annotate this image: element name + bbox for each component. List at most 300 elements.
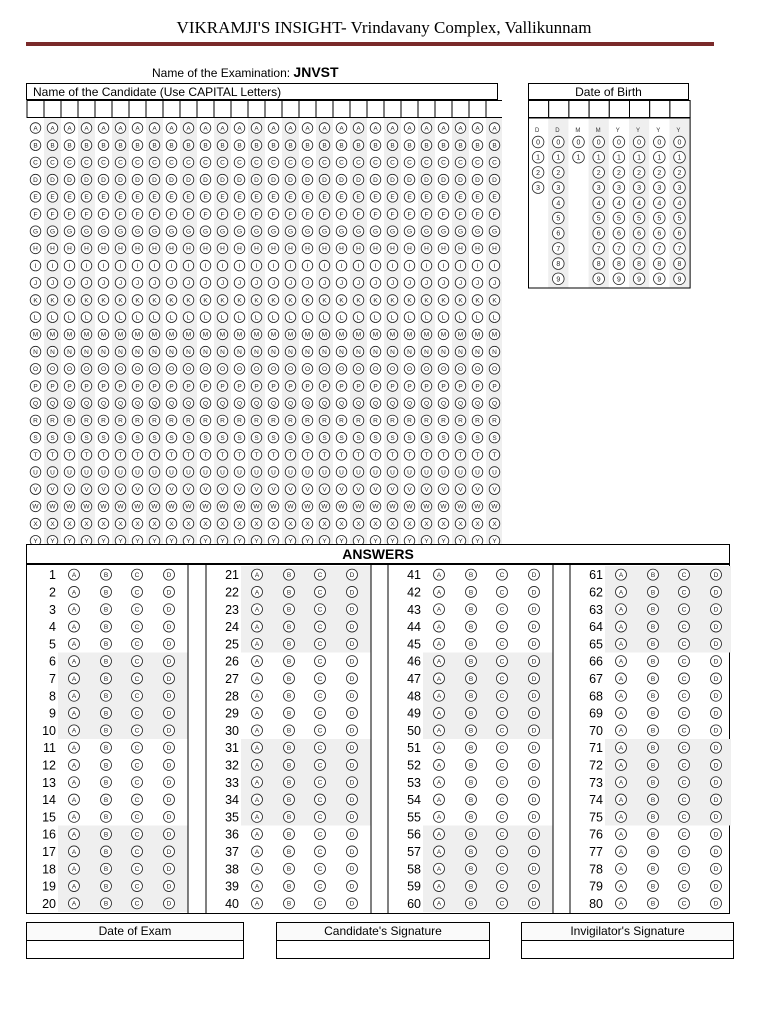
name-bubble-w[interactable]: [319, 501, 330, 512]
answer-bubble-c[interactable]: [679, 846, 690, 857]
answer-bubble-d[interactable]: [529, 829, 540, 840]
answer-bubble-a[interactable]: [434, 673, 445, 684]
name-bubble-o[interactable]: [455, 364, 466, 375]
name-bubble-x[interactable]: [455, 518, 466, 529]
name-bubble-p[interactable]: [98, 381, 109, 392]
name-bubble-h[interactable]: [438, 243, 449, 254]
answer-bubble-d[interactable]: [529, 777, 540, 788]
name-bubble-u[interactable]: [455, 467, 466, 478]
name-bubble-b[interactable]: [370, 140, 381, 151]
name-bubble-p[interactable]: [353, 381, 364, 392]
name-bubble-w[interactable]: [285, 501, 296, 512]
answer-bubble-d[interactable]: [711, 725, 722, 736]
name-bubble-g[interactable]: [353, 226, 364, 237]
name-bubble-x[interactable]: [183, 518, 194, 529]
name-bubble-p[interactable]: [455, 381, 466, 392]
answer-bubble-d[interactable]: [529, 621, 540, 632]
name-bubble-j[interactable]: [166, 278, 177, 289]
answer-bubble-c[interactable]: [497, 569, 508, 580]
name-bubble-y[interactable]: [285, 536, 296, 545]
dob-bubble-3[interactable]: [633, 182, 645, 194]
name-bubble-b[interactable]: [217, 140, 228, 151]
answer-bubble-c[interactable]: [679, 863, 690, 874]
name-bubble-e[interactable]: [132, 192, 143, 203]
name-bubble-a[interactable]: [387, 123, 398, 134]
name-bubble-p[interactable]: [149, 381, 160, 392]
name-bubble-s[interactable]: [200, 432, 211, 443]
name-bubble-a[interactable]: [268, 123, 279, 134]
name-bubble-x[interactable]: [336, 518, 347, 529]
name-bubble-l[interactable]: [268, 312, 279, 323]
name-bubble-p[interactable]: [285, 381, 296, 392]
dob-digit-box[interactable]: [609, 101, 629, 118]
name-bubble-u[interactable]: [217, 467, 228, 478]
name-bubble-i[interactable]: [472, 260, 483, 271]
name-bubble-u[interactable]: [438, 467, 449, 478]
name-bubble-k[interactable]: [285, 295, 296, 306]
name-bubble-h[interactable]: [64, 243, 75, 254]
name-bubble-i[interactable]: [149, 260, 160, 271]
answer-bubble-a[interactable]: [616, 829, 627, 840]
name-bubble-y[interactable]: [47, 536, 58, 545]
name-bubble-g[interactable]: [183, 226, 194, 237]
name-bubble-b[interactable]: [455, 140, 466, 151]
name-bubble-r[interactable]: [98, 415, 109, 426]
answer-bubble-b[interactable]: [284, 604, 295, 615]
name-bubble-g[interactable]: [64, 226, 75, 237]
answer-bubble-b[interactable]: [284, 742, 295, 753]
answer-bubble-b[interactable]: [284, 586, 295, 597]
name-bubble-m[interactable]: [370, 329, 381, 340]
name-bubble-t[interactable]: [421, 450, 432, 461]
name-bubble-s[interactable]: [387, 432, 398, 443]
name-bubble-m[interactable]: [421, 329, 432, 340]
name-bubble-u[interactable]: [200, 467, 211, 478]
answer-bubble-b[interactable]: [466, 604, 477, 615]
name-bubble-i[interactable]: [455, 260, 466, 271]
answer-bubble-a[interactable]: [434, 881, 445, 892]
name-bubble-y[interactable]: [472, 536, 483, 545]
name-bubble-l[interactable]: [285, 312, 296, 323]
name-bubble-h[interactable]: [81, 243, 92, 254]
name-bubble-r[interactable]: [166, 415, 177, 426]
name-letter-box[interactable]: [469, 101, 486, 118]
dob-bubble-0[interactable]: [593, 136, 605, 148]
dob-bubble-4[interactable]: [674, 197, 686, 209]
name-bubble-y[interactable]: [421, 536, 432, 545]
name-bubble-e[interactable]: [302, 192, 313, 203]
name-bubble-e[interactable]: [166, 192, 177, 203]
name-bubble-f[interactable]: [234, 209, 245, 220]
answer-bubble-a[interactable]: [616, 863, 627, 874]
name-bubble-d[interactable]: [302, 174, 313, 185]
name-bubble-r[interactable]: [47, 415, 58, 426]
name-bubble-p[interactable]: [166, 381, 177, 392]
name-bubble-c[interactable]: [455, 157, 466, 168]
answer-bubble-d[interactable]: [711, 777, 722, 788]
answer-bubble-a[interactable]: [434, 604, 445, 615]
dob-bubble-8[interactable]: [613, 258, 625, 270]
name-bubble-m[interactable]: [30, 329, 41, 340]
name-bubble-j[interactable]: [64, 278, 75, 289]
answer-bubble-d[interactable]: [711, 811, 722, 822]
answer-bubble-b[interactable]: [648, 604, 659, 615]
dob-bubble-7[interactable]: [553, 243, 565, 255]
name-bubble-r[interactable]: [302, 415, 313, 426]
name-bubble-q[interactable]: [81, 398, 92, 409]
name-bubble-t[interactable]: [30, 450, 41, 461]
name-bubble-t[interactable]: [387, 450, 398, 461]
answer-bubble-c[interactable]: [132, 759, 143, 770]
answer-bubble-c[interactable]: [497, 759, 508, 770]
answer-bubble-d[interactable]: [711, 846, 722, 857]
name-letter-box[interactable]: [316, 101, 333, 118]
answer-bubble-a[interactable]: [252, 898, 263, 909]
name-bubble-h[interactable]: [319, 243, 330, 254]
name-bubble-m[interactable]: [47, 329, 58, 340]
name-bubble-d[interactable]: [98, 174, 109, 185]
name-bubble-l[interactable]: [47, 312, 58, 323]
name-bubble-e[interactable]: [183, 192, 194, 203]
dob-bubble-5[interactable]: [613, 212, 625, 224]
name-bubble-s[interactable]: [217, 432, 228, 443]
answer-bubble-d[interactable]: [711, 604, 722, 615]
answer-bubble-c[interactable]: [132, 811, 143, 822]
name-bubble-s[interactable]: [336, 432, 347, 443]
name-bubble-n[interactable]: [285, 346, 296, 357]
name-bubble-d[interactable]: [455, 174, 466, 185]
name-bubble-l[interactable]: [489, 312, 500, 323]
dob-bubble-7[interactable]: [654, 243, 666, 255]
name-bubble-w[interactable]: [149, 501, 160, 512]
answer-bubble-c[interactable]: [132, 656, 143, 667]
answer-bubble-b[interactable]: [648, 759, 659, 770]
name-bubble-n[interactable]: [251, 346, 262, 357]
name-bubble-n[interactable]: [30, 346, 41, 357]
answer-bubble-d[interactable]: [711, 881, 722, 892]
answer-bubble-a[interactable]: [69, 621, 80, 632]
name-bubble-g[interactable]: [438, 226, 449, 237]
name-bubble-m[interactable]: [302, 329, 313, 340]
name-bubble-i[interactable]: [47, 260, 58, 271]
answer-bubble-a[interactable]: [252, 829, 263, 840]
name-bubble-x[interactable]: [268, 518, 279, 529]
name-bubble-v[interactable]: [166, 484, 177, 495]
answer-bubble-a[interactable]: [69, 863, 80, 874]
name-bubble-r[interactable]: [404, 415, 415, 426]
name-bubble-a[interactable]: [30, 123, 41, 134]
answer-bubble-d[interactable]: [164, 846, 175, 857]
name-bubble-b[interactable]: [30, 140, 41, 151]
name-bubble-q[interactable]: [370, 398, 381, 409]
name-bubble-d[interactable]: [149, 174, 160, 185]
name-bubble-i[interactable]: [200, 260, 211, 271]
answer-bubble-d[interactable]: [164, 829, 175, 840]
name-bubble-x[interactable]: [489, 518, 500, 529]
name-bubble-j[interactable]: [132, 278, 143, 289]
name-bubble-c[interactable]: [217, 157, 228, 168]
name-bubble-f[interactable]: [489, 209, 500, 220]
answer-bubble-a[interactable]: [434, 811, 445, 822]
name-bubble-g[interactable]: [404, 226, 415, 237]
answer-bubble-d[interactable]: [711, 673, 722, 684]
answer-bubble-c[interactable]: [497, 604, 508, 615]
name-bubble-i[interactable]: [115, 260, 126, 271]
name-bubble-a[interactable]: [217, 123, 228, 134]
name-bubble-w[interactable]: [387, 501, 398, 512]
name-bubble-j[interactable]: [149, 278, 160, 289]
name-bubble-e[interactable]: [370, 192, 381, 203]
name-bubble-j[interactable]: [285, 278, 296, 289]
name-bubble-m[interactable]: [81, 329, 92, 340]
answer-bubble-d[interactable]: [164, 638, 175, 649]
answer-bubble-a[interactable]: [616, 708, 627, 719]
name-bubble-g[interactable]: [81, 226, 92, 237]
name-bubble-q[interactable]: [421, 398, 432, 409]
name-letter-box[interactable]: [401, 101, 418, 118]
date-of-exam-field[interactable]: [26, 941, 244, 959]
name-bubble-t[interactable]: [370, 450, 381, 461]
answer-bubble-a[interactable]: [69, 811, 80, 822]
answer-bubble-b[interactable]: [101, 690, 112, 701]
name-bubble-m[interactable]: [336, 329, 347, 340]
dob-bubble-6[interactable]: [674, 227, 686, 239]
name-bubble-a[interactable]: [370, 123, 381, 134]
answer-bubble-a[interactable]: [616, 742, 627, 753]
name-bubble-p[interactable]: [183, 381, 194, 392]
name-bubble-p[interactable]: [217, 381, 228, 392]
name-bubble-x[interactable]: [217, 518, 228, 529]
name-bubble-k[interactable]: [489, 295, 500, 306]
name-bubble-t[interactable]: [438, 450, 449, 461]
name-bubble-g[interactable]: [455, 226, 466, 237]
name-bubble-t[interactable]: [251, 450, 262, 461]
name-letter-box[interactable]: [248, 101, 265, 118]
answer-bubble-c[interactable]: [315, 725, 326, 736]
name-bubble-d[interactable]: [438, 174, 449, 185]
name-bubble-a[interactable]: [353, 123, 364, 134]
answer-bubble-d[interactable]: [347, 604, 358, 615]
answer-bubble-c[interactable]: [315, 604, 326, 615]
name-bubble-y[interactable]: [149, 536, 160, 545]
name-letter-box[interactable]: [78, 101, 95, 118]
name-bubble-s[interactable]: [472, 432, 483, 443]
answer-bubble-d[interactable]: [711, 742, 722, 753]
name-bubble-t[interactable]: [166, 450, 177, 461]
answer-bubble-b[interactable]: [284, 846, 295, 857]
name-bubble-f[interactable]: [200, 209, 211, 220]
name-bubble-i[interactable]: [98, 260, 109, 271]
name-bubble-v[interactable]: [404, 484, 415, 495]
name-bubble-x[interactable]: [30, 518, 41, 529]
dob-bubble-0[interactable]: [553, 136, 565, 148]
name-letter-box[interactable]: [350, 101, 367, 118]
name-bubble-k[interactable]: [30, 295, 41, 306]
name-bubble-w[interactable]: [455, 501, 466, 512]
answer-bubble-a[interactable]: [616, 898, 627, 909]
name-bubble-m[interactable]: [404, 329, 415, 340]
name-bubble-u[interactable]: [132, 467, 143, 478]
answer-bubble-c[interactable]: [497, 811, 508, 822]
answer-bubble-d[interactable]: [164, 742, 175, 753]
name-bubble-q[interactable]: [336, 398, 347, 409]
dob-bubble-grid[interactable]: [528, 100, 691, 290]
name-bubble-e[interactable]: [387, 192, 398, 203]
answer-bubble-a[interactable]: [616, 846, 627, 857]
answer-bubble-d[interactable]: [529, 569, 540, 580]
name-bubble-f[interactable]: [455, 209, 466, 220]
name-bubble-b[interactable]: [149, 140, 160, 151]
name-bubble-h[interactable]: [115, 243, 126, 254]
name-bubble-o[interactable]: [472, 364, 483, 375]
answer-bubble-c[interactable]: [679, 829, 690, 840]
answer-bubble-a[interactable]: [252, 881, 263, 892]
name-bubble-j[interactable]: [370, 278, 381, 289]
name-bubble-c[interactable]: [115, 157, 126, 168]
name-bubble-h[interactable]: [166, 243, 177, 254]
answer-bubble-d[interactable]: [529, 742, 540, 753]
answer-bubble-b[interactable]: [284, 708, 295, 719]
name-bubble-u[interactable]: [234, 467, 245, 478]
name-bubble-s[interactable]: [455, 432, 466, 443]
answer-bubble-d[interactable]: [711, 621, 722, 632]
answer-bubble-b[interactable]: [466, 586, 477, 597]
name-bubble-p[interactable]: [438, 381, 449, 392]
name-bubble-t[interactable]: [268, 450, 279, 461]
name-bubble-r[interactable]: [30, 415, 41, 426]
name-bubble-i[interactable]: [285, 260, 296, 271]
name-bubble-w[interactable]: [489, 501, 500, 512]
name-bubble-f[interactable]: [251, 209, 262, 220]
name-bubble-e[interactable]: [30, 192, 41, 203]
answer-bubble-a[interactable]: [252, 708, 263, 719]
name-bubble-p[interactable]: [132, 381, 143, 392]
name-bubble-k[interactable]: [183, 295, 194, 306]
name-bubble-j[interactable]: [319, 278, 330, 289]
name-bubble-r[interactable]: [421, 415, 432, 426]
name-bubble-o[interactable]: [353, 364, 364, 375]
dob-digit-box[interactable]: [650, 101, 670, 118]
answer-bubble-d[interactable]: [164, 690, 175, 701]
name-bubble-i[interactable]: [217, 260, 228, 271]
name-bubble-k[interactable]: [251, 295, 262, 306]
name-bubble-r[interactable]: [336, 415, 347, 426]
answer-bubble-d[interactable]: [347, 829, 358, 840]
name-bubble-n[interactable]: [81, 346, 92, 357]
name-bubble-t[interactable]: [404, 450, 415, 461]
name-bubble-e[interactable]: [319, 192, 330, 203]
name-bubble-v[interactable]: [98, 484, 109, 495]
name-bubble-d[interactable]: [217, 174, 228, 185]
name-bubble-l[interactable]: [81, 312, 92, 323]
dob-bubble-6[interactable]: [633, 227, 645, 239]
answer-bubble-b[interactable]: [101, 586, 112, 597]
answer-bubble-c[interactable]: [679, 604, 690, 615]
answer-bubble-c[interactable]: [497, 777, 508, 788]
name-bubble-v[interactable]: [489, 484, 500, 495]
answer-bubble-b[interactable]: [466, 656, 477, 667]
name-bubble-d[interactable]: [319, 174, 330, 185]
answer-bubble-b[interactable]: [101, 621, 112, 632]
name-bubble-q[interactable]: [30, 398, 41, 409]
name-bubble-v[interactable]: [302, 484, 313, 495]
name-bubble-t[interactable]: [234, 450, 245, 461]
answer-bubble-b[interactable]: [284, 656, 295, 667]
name-bubble-b[interactable]: [98, 140, 109, 151]
name-bubble-y[interactable]: [302, 536, 313, 545]
answer-bubble-b[interactable]: [284, 638, 295, 649]
name-bubble-y[interactable]: [489, 536, 500, 545]
name-bubble-l[interactable]: [132, 312, 143, 323]
name-bubble-f[interactable]: [370, 209, 381, 220]
name-bubble-p[interactable]: [64, 381, 75, 392]
answer-bubble-c[interactable]: [679, 708, 690, 719]
name-bubble-i[interactable]: [251, 260, 262, 271]
name-bubble-x[interactable]: [234, 518, 245, 529]
name-bubble-m[interactable]: [472, 329, 483, 340]
answer-bubble-b[interactable]: [284, 811, 295, 822]
name-bubble-u[interactable]: [319, 467, 330, 478]
name-bubble-w[interactable]: [47, 501, 58, 512]
name-bubble-e[interactable]: [285, 192, 296, 203]
name-bubble-u[interactable]: [115, 467, 126, 478]
answer-bubble-a[interactable]: [434, 829, 445, 840]
name-bubble-n[interactable]: [336, 346, 347, 357]
answer-bubble-a[interactable]: [69, 690, 80, 701]
answer-bubble-d[interactable]: [164, 777, 175, 788]
name-bubble-v[interactable]: [149, 484, 160, 495]
name-bubble-d[interactable]: [489, 174, 500, 185]
name-bubble-p[interactable]: [472, 381, 483, 392]
name-bubble-l[interactable]: [353, 312, 364, 323]
name-bubble-w[interactable]: [132, 501, 143, 512]
answer-bubble-b[interactable]: [648, 656, 659, 667]
name-bubble-a[interactable]: [251, 123, 262, 134]
answer-bubble-a[interactable]: [252, 794, 263, 805]
name-bubble-d[interactable]: [81, 174, 92, 185]
name-bubble-j[interactable]: [217, 278, 228, 289]
name-bubble-q[interactable]: [217, 398, 228, 409]
name-bubble-f[interactable]: [285, 209, 296, 220]
answer-bubble-a[interactable]: [69, 569, 80, 580]
name-bubble-s[interactable]: [489, 432, 500, 443]
name-bubble-w[interactable]: [438, 501, 449, 512]
answer-bubble-b[interactable]: [648, 898, 659, 909]
name-bubble-f[interactable]: [319, 209, 330, 220]
dob-bubble-4[interactable]: [613, 197, 625, 209]
name-bubble-q[interactable]: [200, 398, 211, 409]
name-bubble-u[interactable]: [489, 467, 500, 478]
name-bubble-g[interactable]: [200, 226, 211, 237]
dob-bubble-0[interactable]: [613, 136, 625, 148]
name-bubble-f[interactable]: [98, 209, 109, 220]
answer-bubble-b[interactable]: [466, 690, 477, 701]
name-bubble-f[interactable]: [115, 209, 126, 220]
name-bubble-e[interactable]: [217, 192, 228, 203]
name-bubble-u[interactable]: [336, 467, 347, 478]
dob-bubble-3[interactable]: [553, 182, 565, 194]
name-bubble-d[interactable]: [234, 174, 245, 185]
answer-bubble-c[interactable]: [132, 794, 143, 805]
answer-bubble-a[interactable]: [252, 621, 263, 632]
name-bubble-v[interactable]: [387, 484, 398, 495]
name-bubble-c[interactable]: [404, 157, 415, 168]
answer-bubble-d[interactable]: [164, 898, 175, 909]
answer-bubble-c[interactable]: [679, 881, 690, 892]
answer-bubble-d[interactable]: [711, 690, 722, 701]
answer-bubble-c[interactable]: [679, 638, 690, 649]
answer-bubble-b[interactable]: [466, 742, 477, 753]
